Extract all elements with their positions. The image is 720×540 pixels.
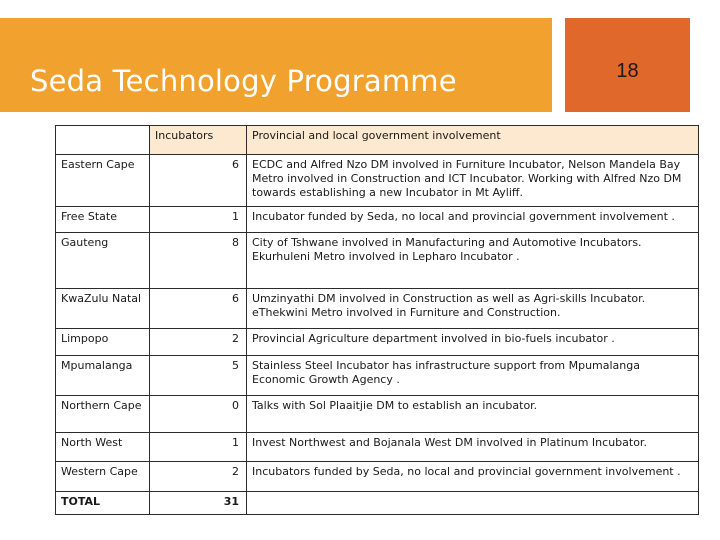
table-row	[56, 233, 699, 289]
province-cell: Western Cape	[56, 462, 150, 492]
page-number-box	[565, 18, 690, 112]
involvement-cell: Provincial Agriculture department involved in bio-fuels incubator .	[247, 329, 699, 356]
table-row	[56, 289, 699, 329]
header-incubators: Incubators	[150, 126, 247, 155]
table-row	[56, 433, 699, 462]
province-cell: Northern Cape	[56, 396, 150, 433]
province-cell: Eastern Cape	[56, 155, 150, 207]
province-cell: North West	[56, 433, 150, 462]
incubator-count: 6	[150, 155, 247, 207]
involvement-cell: Talks with Sol Plaaitjie DM to establish an incubator.	[247, 396, 699, 433]
province-cell: Mpumalanga	[56, 356, 150, 396]
slide-title: Seda Technology Programme	[30, 64, 457, 98]
total-row	[56, 492, 699, 515]
province-cell: Limpopo	[56, 329, 150, 356]
incubator-table	[55, 125, 699, 515]
involvement-cell: ECDC and Alfred Nzo DM involved in Furniture Incubator, Nelson Mandela Bay Metro involved in Construction and ICT Incubator. Working with Alfred Nzo DM towards establishing a new Incubator in Mt Ayliff.	[247, 155, 699, 207]
incubator-count: 2	[150, 329, 247, 356]
involvement-cell: Umzinyathi DM involved in Construction as well as Agri-skills Incubator. eThekwini Metro involved in Furniture and Construction.	[247, 289, 699, 329]
incubator-count: 0	[150, 396, 247, 433]
page-number: 18	[616, 60, 639, 82]
incubator-count: 5	[150, 356, 247, 396]
table-row	[56, 207, 699, 233]
table-header-row	[56, 126, 699, 155]
province-cell: Free State	[56, 207, 150, 233]
involvement-cell: Invest Northwest and Bojanala West DM involved in Platinum Incubator.	[247, 433, 699, 462]
province-cell: KwaZulu Natal	[56, 289, 150, 329]
total-label: TOTAL	[56, 492, 150, 515]
table-row	[56, 356, 699, 396]
table-row	[56, 329, 699, 356]
incubator-count: 6	[150, 289, 247, 329]
total-involvement-empty	[247, 492, 699, 515]
incubator-count: 1	[150, 207, 247, 233]
incubator-count: 8	[150, 233, 247, 289]
involvement-cell: Stainless Steel Incubator has infrastructure support from Mpumalanga Economic Growth Agency .	[247, 356, 699, 396]
involvement-cell: Incubators funded by Seda, no local and provincial government involvement .	[247, 462, 699, 492]
involvement-cell: City of Tshwane involved in Manufacturing and Automotive Incubators. Ekurhuleni Metro involved in Lepharo Incubator .	[247, 233, 699, 289]
table-row	[56, 396, 699, 433]
incubator-count: 1	[150, 433, 247, 462]
header-involvement: Provincial and local government involvement	[247, 126, 699, 155]
involvement-cell: Incubator funded by Seda, no local and provincial government involvement .	[247, 207, 699, 233]
table-row	[56, 155, 699, 207]
total-count: 31	[150, 492, 247, 515]
table-row	[56, 462, 699, 492]
header-province	[56, 126, 150, 155]
incubator-count: 2	[150, 462, 247, 492]
province-cell: Gauteng	[56, 233, 150, 289]
